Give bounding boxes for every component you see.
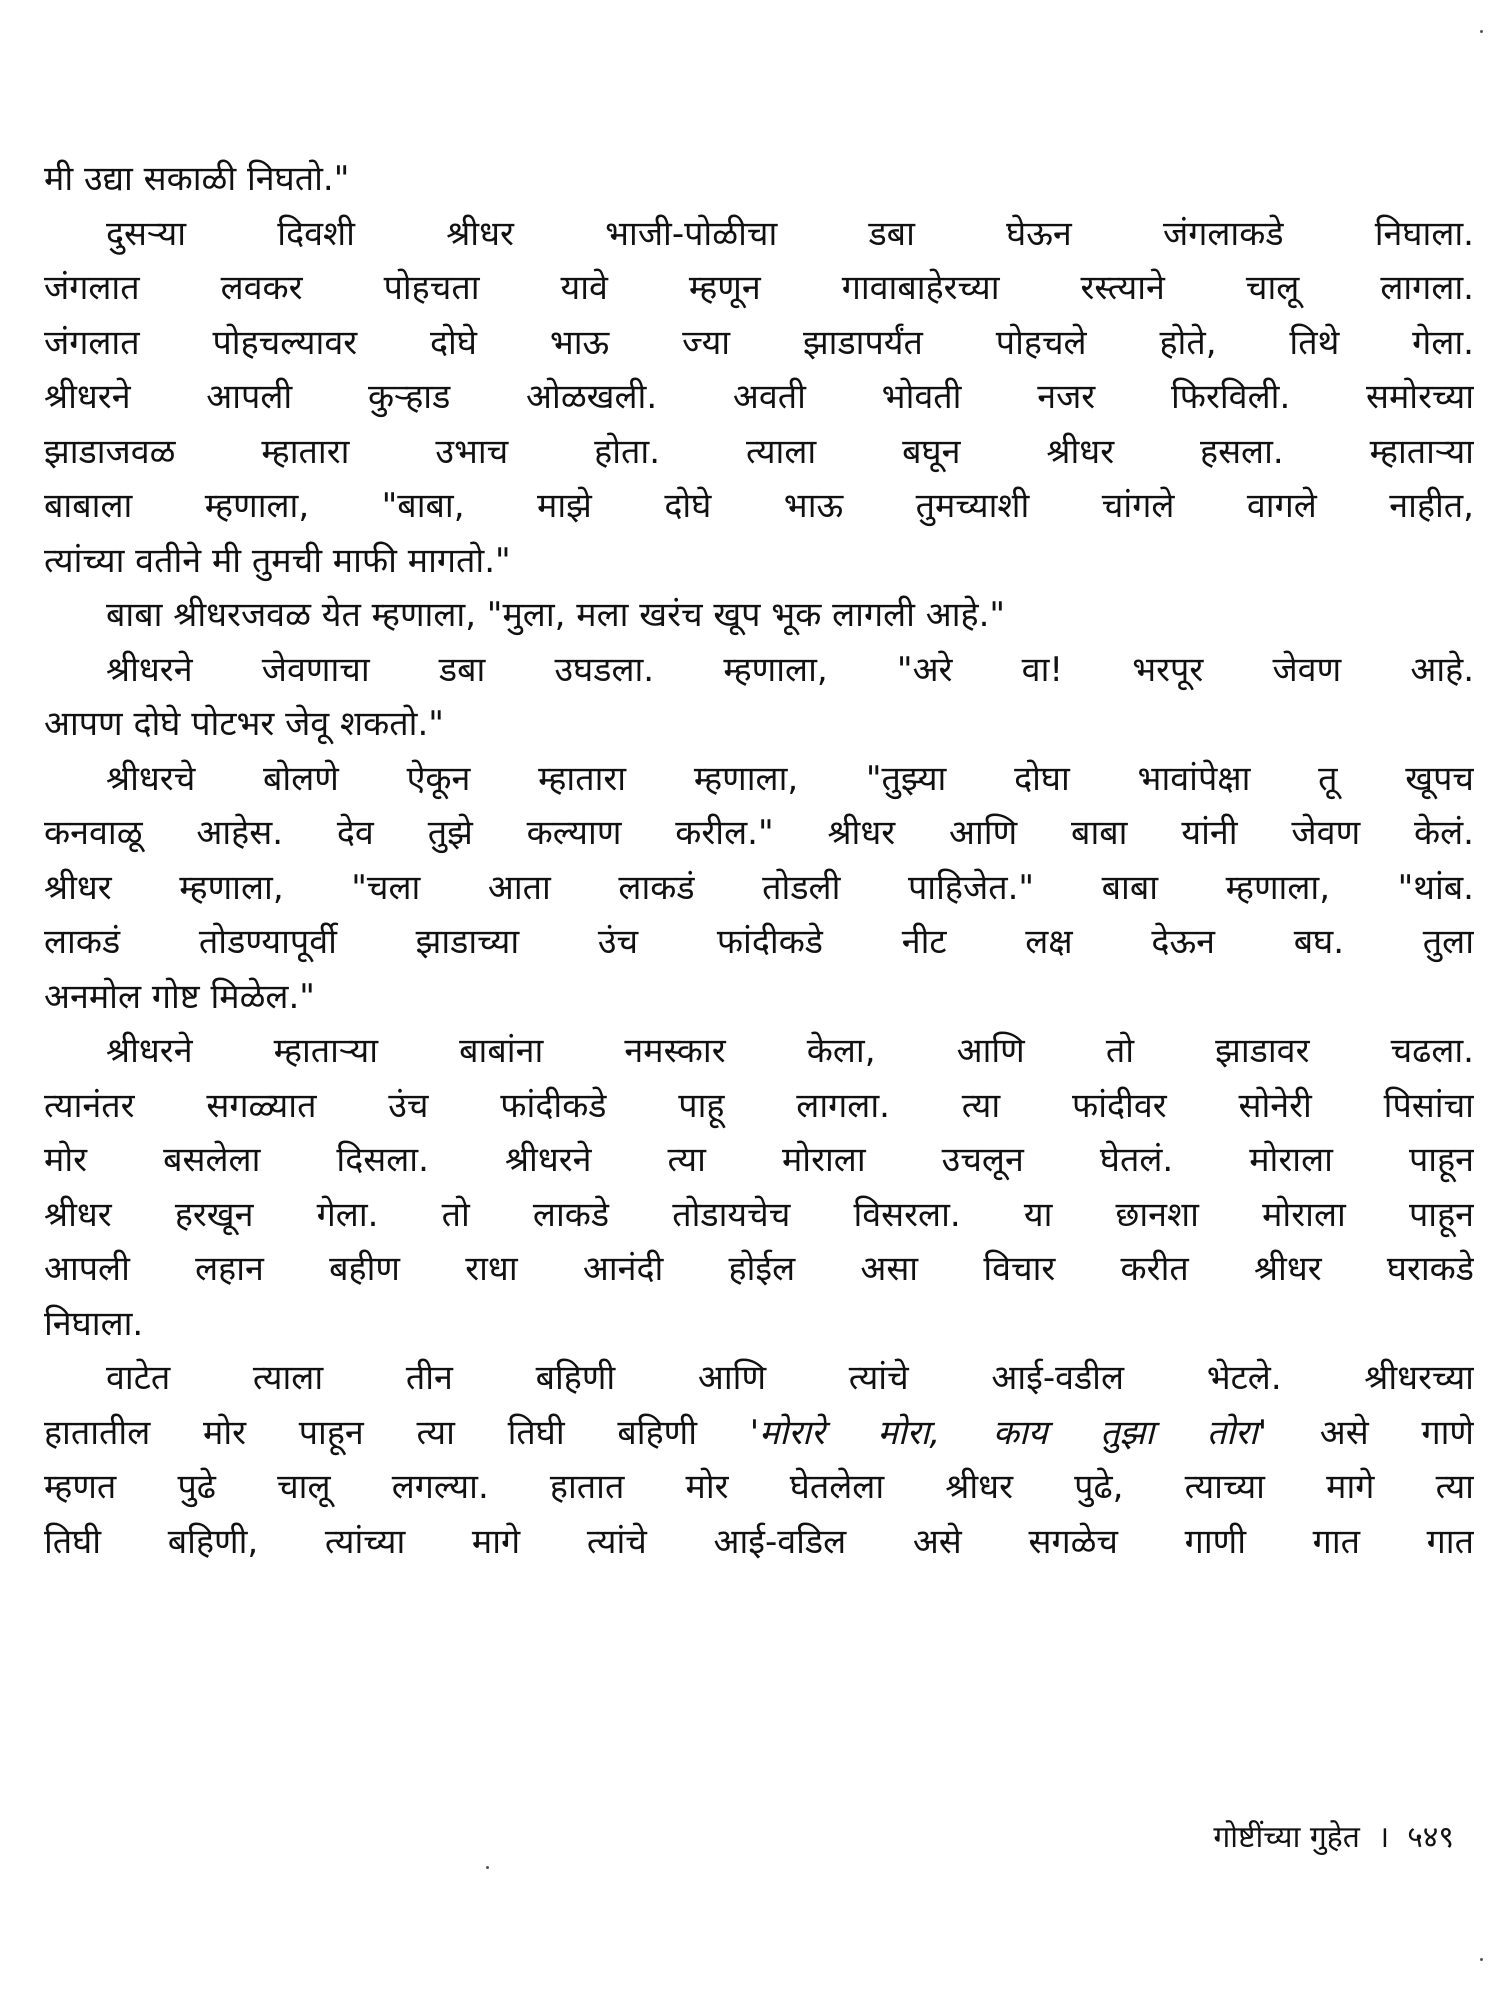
text-line: मोर बसलेला दिसला. श्रीधरने त्या मोराला उचलून घेतलं. मोराला पाहून: [44, 1140, 1474, 1180]
page-footer: [1213, 1815, 1454, 1856]
text-line: बाबा श्रीधरजवळ येत म्हणाला, "मुला, मला खरंच खूप भूक लागली आहे.": [106, 595, 1006, 635]
text-line: आपली लहान बहीण राधा आनंदी होईल असा विचार करीत श्रीधर घराकडे: [44, 1249, 1474, 1289]
text-line: मी उद्या सकाळी निघतो.": [44, 159, 350, 199]
text-line: श्रीधरने म्हाताऱ्या बाबांना नमस्कार केला, आणि तो झाडावर चढला.: [106, 1031, 1474, 1071]
text-line: आपण दोघे पोटभर जेवू शकतो.": [44, 704, 444, 744]
scan-speck: [1480, 1958, 1483, 1961]
scan-speck: [486, 1866, 489, 1869]
text-line: त्यानंतर सगळ्यात उंच फांदीकडे पाहू लागला. त्या फांदीवर सोनेरी पिसांचा: [44, 1085, 1474, 1126]
text-line: वाटेत त्याला तीन बहिणी आणि त्यांचे आई-वडील भेटले. श्रीधरच्या: [106, 1358, 1474, 1398]
text-segment: हातातील मोर पाहून त्या तिघी बहिणी: [44, 1412, 750, 1453]
scan-speck: [1480, 30, 1483, 33]
text-segment: असे गाणे: [1267, 1412, 1474, 1453]
book-title: गोष्टींच्या गुहेत: [1213, 1820, 1360, 1855]
text-line: श्रीधरने जेवणाचा डबा उघडला. म्हणाला, "अरे वा! भरपूर जेवण आहे.: [106, 649, 1474, 690]
text-line: श्रीधर म्हणाला, "चला आता लाकडं तोडली पाहिजेत." बाबा म्हणाला, "थांब.: [44, 867, 1474, 908]
text-line: जंगलात लवकर पोहचता यावे म्हणून गावाबाहेरच्या रस्त्याने चालू लागला.: [44, 268, 1474, 308]
text-line: निघाला.: [44, 1303, 144, 1344]
page-body: [44, 152, 1474, 1569]
text-line: श्रीधरने आपली कुऱ्हाड ओळखली. अवती भोवती नजर फिरविली. समोरच्या: [44, 377, 1474, 417]
text-line: जंगलात पोहचल्यावर दोघे भाऊ ज्या झाडापर्यंत पोहचले होते, तिथे गेला.: [44, 322, 1474, 363]
page-number: ५४९: [1407, 1820, 1454, 1855]
song-title: 'मोरारे मोरा, काय तुझा तोरा': [749, 1412, 1268, 1453]
text-line: श्रीधरचे बोलणे ऐकून म्हातारा म्हणाला, "तुझ्या दोघा भावांपेक्षा तू खूपच: [106, 758, 1474, 799]
text-line: अनमोल गोष्ट मिळेल.": [44, 976, 315, 1017]
text-line: झाडाजवळ म्हातारा उभाच होता. त्याला बघून श्रीधर हसला. म्हाताऱ्या: [44, 431, 1474, 472]
text-line: कनवाळू आहेस. देव तुझे कल्याण करील." श्रीधर आणि बाबा यांनी जेवण केलं.: [44, 813, 1474, 853]
text-line: लाकडं तोडण्यापूर्वी झाडाच्या उंच फांदीकडे नीट लक्ष देऊन बघ. तुला: [44, 922, 1474, 962]
text-line: बाबाला म्हणाला, "बाबा, माझे दोघे भाऊ तुमच्याशी चांगले वागले नाहीत,: [44, 486, 1474, 526]
text-line: तिघी बहिणी, त्यांच्या मागे त्यांचे आई-वडिल असे सगळेच गाणी गात गात: [44, 1521, 1474, 1562]
text-line: त्यांच्या वतीने मी तुमची माफी मागतो.": [44, 540, 511, 581]
text-line: श्रीधर हरखून गेला. तो लाकडे तोडायचेच विसरला. या छानशा मोराला पाहून: [44, 1194, 1474, 1235]
text-line: दुसऱ्या दिवशी श्रीधर भाजी-पोळीचा डबा घेऊन जंगलाकडे निघाला.: [106, 213, 1474, 254]
text-line: म्हणत पुढे चालू लगल्या. हातात मोर घेतलेला श्रीधर पुढे, त्याच्या मागे त्या: [44, 1467, 1474, 1507]
text-line-mixed: [44, 1406, 1474, 1461]
footer-separator: ।: [1377, 1820, 1390, 1855]
